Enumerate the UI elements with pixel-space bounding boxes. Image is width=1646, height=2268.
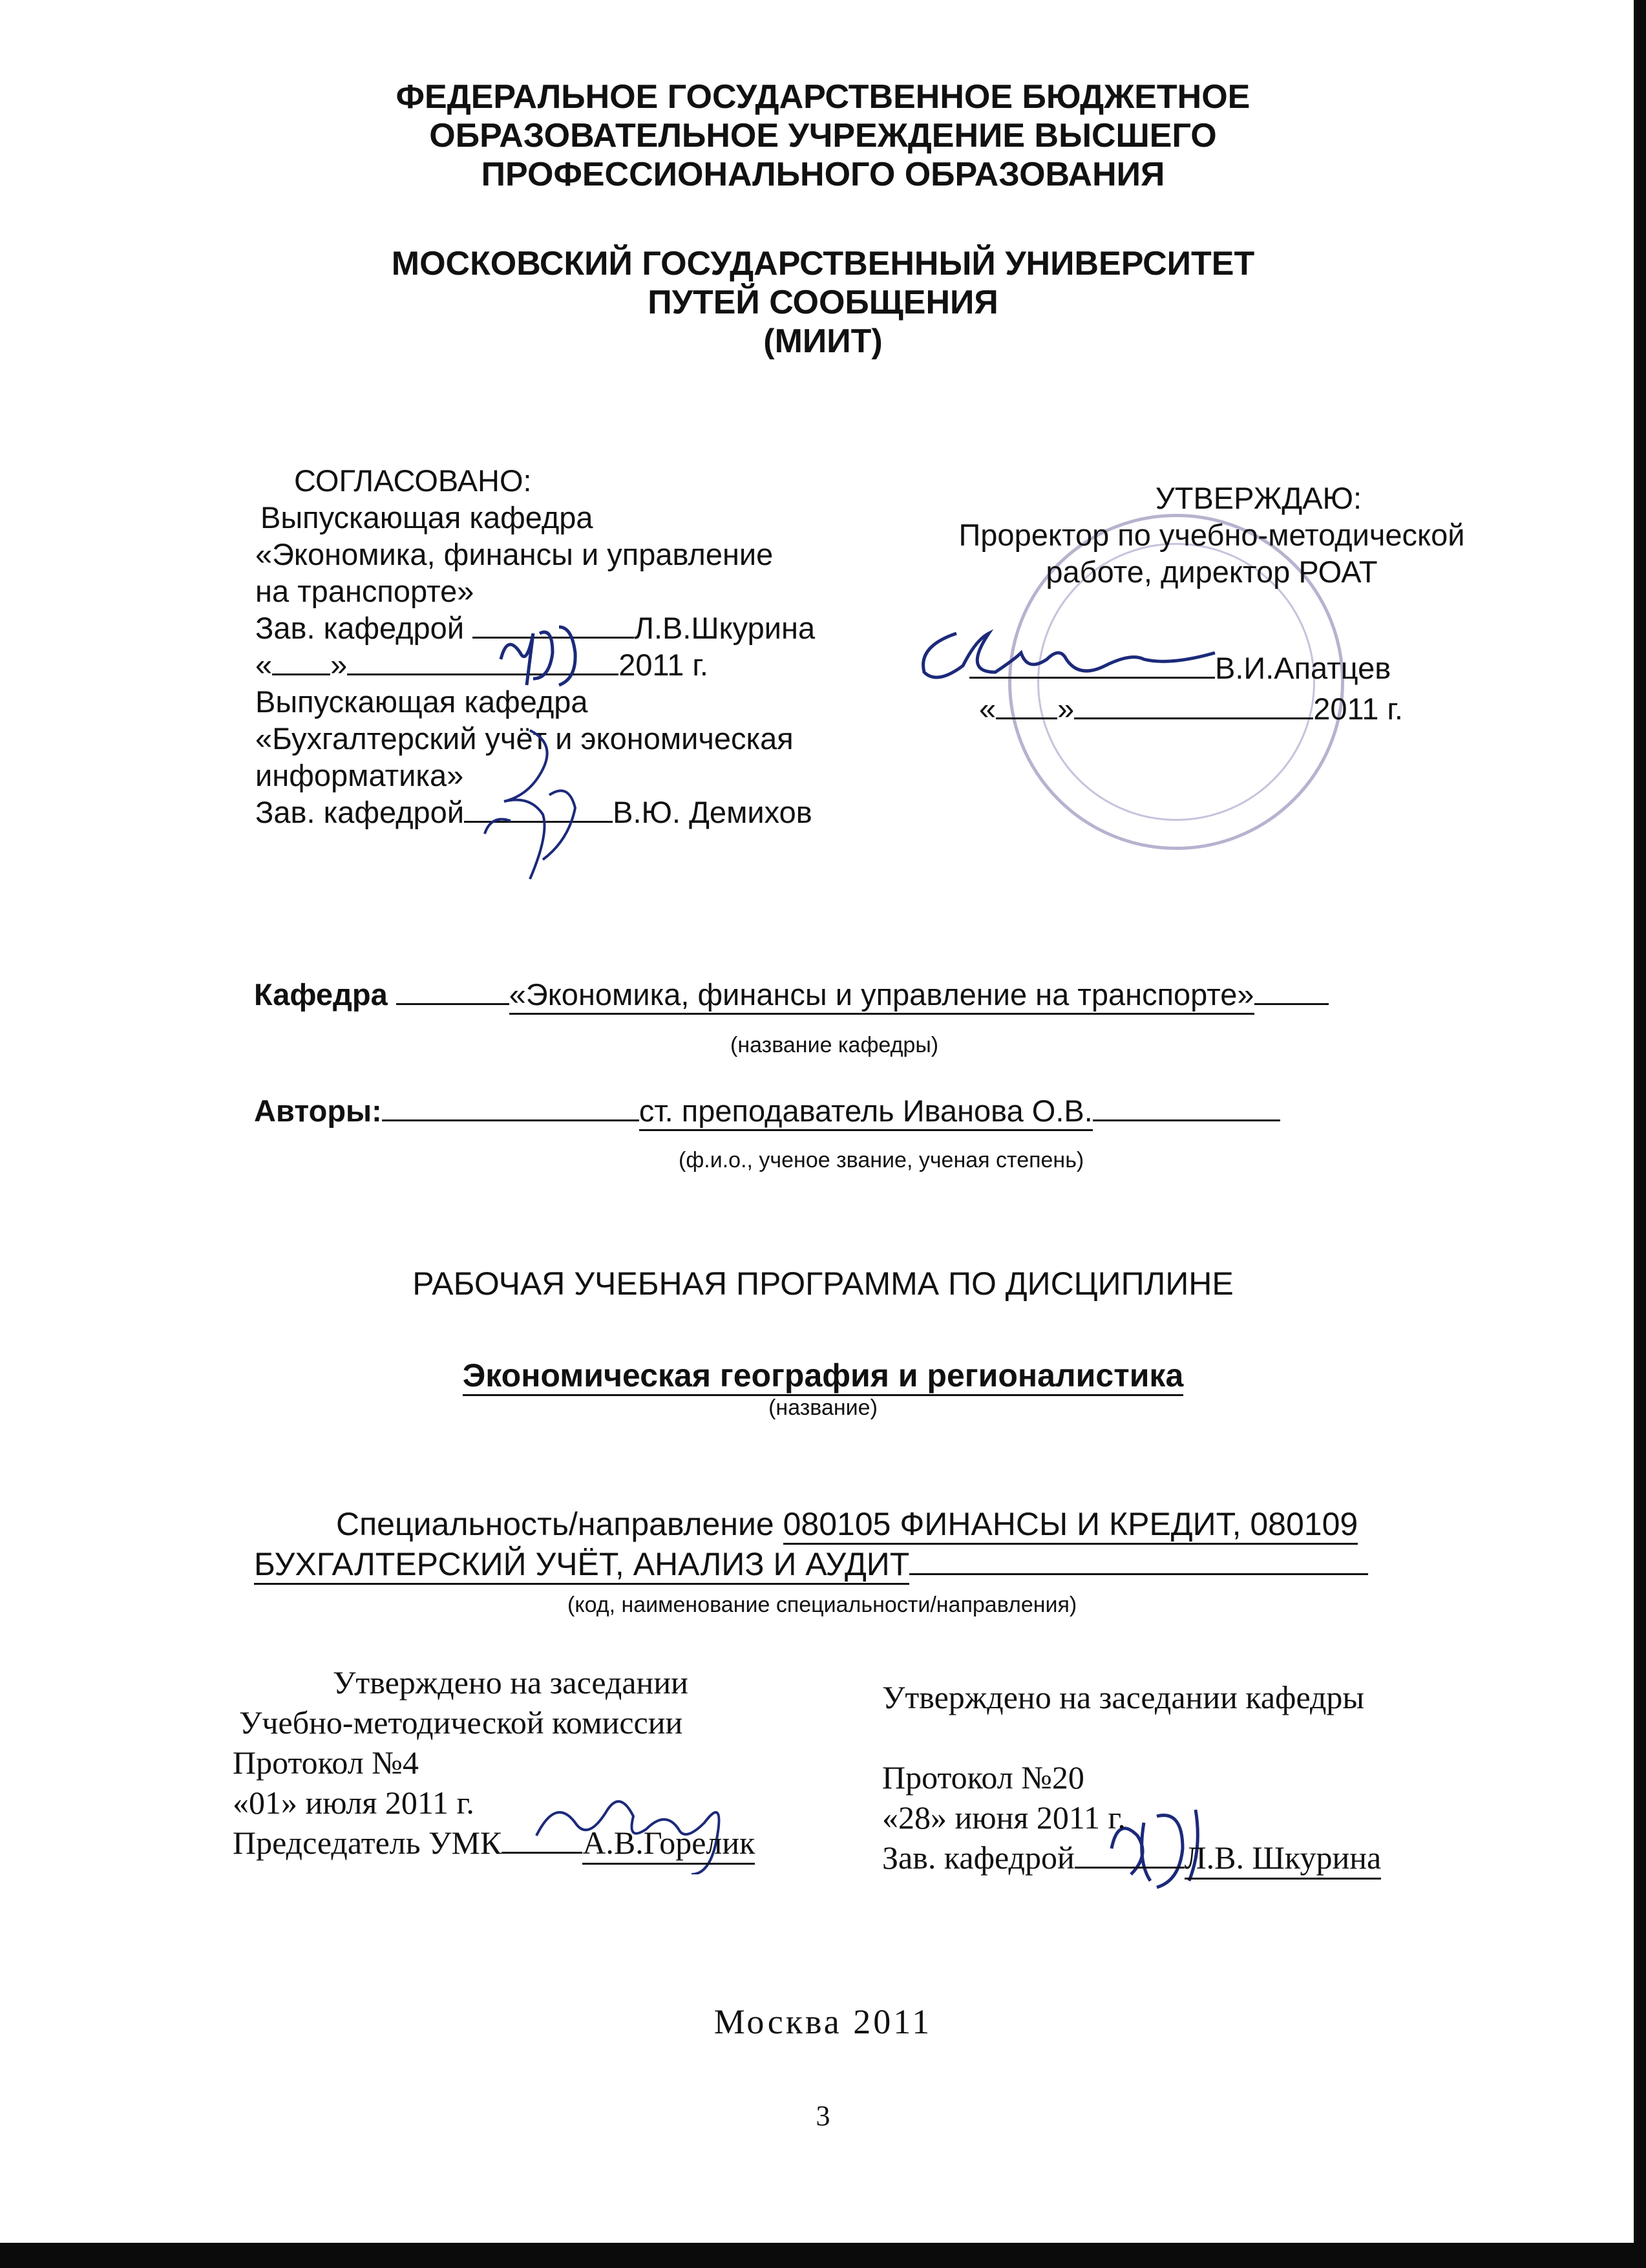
signature-apattsev — [918, 614, 1221, 692]
signature-line — [1075, 1841, 1185, 1869]
agreed-title: СОГЛАСОВАНО: — [294, 463, 532, 498]
signature-demikhov — [472, 724, 588, 885]
specialty-label: Специальность/направление — [336, 1506, 774, 1542]
agreed-dept1-label: Выпускающая кафедра — [260, 500, 593, 535]
umk-chair-row — [233, 1823, 755, 1865]
approve-role-a: Проректор по учебно-методической — [958, 518, 1465, 552]
agreed-dept1-name-a: «Экономика, финансы и управление — [255, 537, 774, 571]
umk-date: «01» июля 2011 г. — [233, 1785, 474, 1821]
page-number: 3 — [816, 2100, 830, 2132]
header-line-1: ФЕДЕРАЛЬНОЕ ГОСУДАРСТВЕННОЕ БЮДЖЕТНОЕ — [396, 78, 1250, 116]
umk-chair-name: А.В.Горелик — [582, 1823, 755, 1865]
header-line-3: ПРОФЕССИОНАЛЬНОГО ОБРАЗОВАНИЯ — [481, 156, 1165, 193]
authors-row — [254, 1092, 1280, 1131]
dept-meeting-date: «28» июня 2011 г. — [882, 1799, 1126, 1836]
agreed-head1-label: Зав. кафедрой — [255, 611, 465, 645]
university-line-2: ПУТЕЙ СООБЩЕНИЯ — [648, 284, 998, 321]
approve-title: УТВЕРЖДАЮ: — [1155, 481, 1362, 515]
approve-name: В.И.Апатцев — [1215, 651, 1391, 685]
scan-edge-right — [1634, 0, 1646, 2268]
umk-block — [233, 1662, 755, 1865]
city-year: Москва 2011 — [713, 2002, 933, 2041]
umk-protocol: Протокол №4 — [233, 1744, 419, 1781]
signature-shkurina-1 — [488, 620, 591, 692]
approve-date-year: 2011 г. — [1313, 692, 1403, 726]
dept-meeting-head-row — [882, 1838, 1381, 1880]
agreed-head2-name: В.Ю. Демихов — [613, 795, 812, 829]
department-trail-line — [1254, 977, 1329, 1005]
department-label: Кафедра — [254, 977, 388, 1012]
day-blank — [272, 648, 330, 675]
university-line-3: (МИИТ) — [763, 323, 883, 360]
agreed-dept2-name-b: информатика» — [255, 758, 464, 792]
signature-line — [501, 1826, 582, 1854]
month-blank — [1074, 692, 1313, 719]
dept-meeting-line-1: Утверждено на заседании кафедры — [882, 1679, 1365, 1715]
institution-header — [0, 78, 1646, 361]
specialty-trail-line — [909, 1547, 1368, 1575]
discipline-caption: (название) — [768, 1395, 878, 1420]
umk-chair-label: Председатель УМК — [233, 1825, 502, 1861]
approve-date-row — [979, 690, 1403, 727]
umk-line-2: Учебно-методической комиссии — [239, 1704, 683, 1741]
discipline-name: Экономическая география и регионалистика — [463, 1357, 1184, 1396]
scan-edge-bottom — [0, 2243, 1646, 2268]
specialty-row-2 — [254, 1546, 1368, 1585]
department-caption: (название кафедры) — [730, 1033, 939, 1057]
agreed-head2-label: Зав. кафедрой — [255, 795, 465, 829]
department-value: «Экономика, финансы и управление на транспорте» — [509, 976, 1254, 1015]
date-quote-open: « — [255, 648, 273, 682]
agreed-dept2-name-a: «Бухгалтерский учёт и экономическая — [255, 721, 794, 756]
agreed-dept1-name-b: на транспорте» — [255, 574, 474, 608]
authors-trail-line — [1093, 1094, 1280, 1121]
authors-value: ст. преподаватель Иванова О.В. — [639, 1092, 1093, 1131]
department-row — [254, 976, 1329, 1015]
date-quote-close: » — [1057, 692, 1075, 726]
program-title: РАБОЧАЯ УЧЕБНАЯ ПРОГРАММА ПО ДИСЦИПЛИНЕ — [412, 1266, 1234, 1302]
department-lead-line — [396, 977, 509, 1005]
specialty-caption: (код, наименование специальности/направления) — [567, 1593, 1077, 1617]
agreed-date1-year: 2011 г. — [618, 648, 708, 682]
dept-meeting-head-label: Зав. кафедрой — [882, 1839, 1075, 1876]
umk-line-1: Утверждено на заседании — [333, 1664, 688, 1701]
day-blank — [996, 692, 1057, 719]
authors-caption: (ф.и.о., ученое звание, ученая степень) — [679, 1148, 1084, 1172]
specialty-value-a: 080105 ФИНАНСЫ И КРЕДИТ, 080109 — [783, 1506, 1358, 1545]
agreed-head1-name: Л.В.Шкурина — [634, 611, 816, 645]
date-quote-close: » — [330, 648, 348, 682]
specialty-value-b: БУХГАЛТЕРСКИЙ УЧЁТ, АНАЛИЗ И АУДИТ — [254, 1546, 909, 1585]
approve-role-b: работе, директор РОАТ — [1046, 555, 1378, 589]
date-quote-open: « — [979, 692, 997, 726]
approve-block — [918, 480, 1506, 590]
header-line-2: ОБРАЗОВАТЕЛЬНОЕ УЧРЕЖДЕНИЕ ВЫСШЕГО — [429, 117, 1217, 154]
university-line-1: МОСКОВСКИЙ ГОСУДАРСТВЕННЫЙ УНИВЕРСИТЕТ — [391, 245, 1255, 282]
agreed-dept2-label: Выпускающая кафедра — [255, 684, 588, 719]
authors-label: Авторы: — [254, 1094, 382, 1128]
specialty-row-1 — [336, 1506, 1358, 1545]
dept-meeting-protocol: Протокол №20 — [882, 1759, 1084, 1796]
dept-meeting-head-name: Л.В. Шкурина — [1185, 1838, 1382, 1880]
dept-meeting-block — [882, 1677, 1381, 1880]
discipline-row — [0, 1357, 1646, 1396]
authors-lead-line — [382, 1094, 639, 1121]
